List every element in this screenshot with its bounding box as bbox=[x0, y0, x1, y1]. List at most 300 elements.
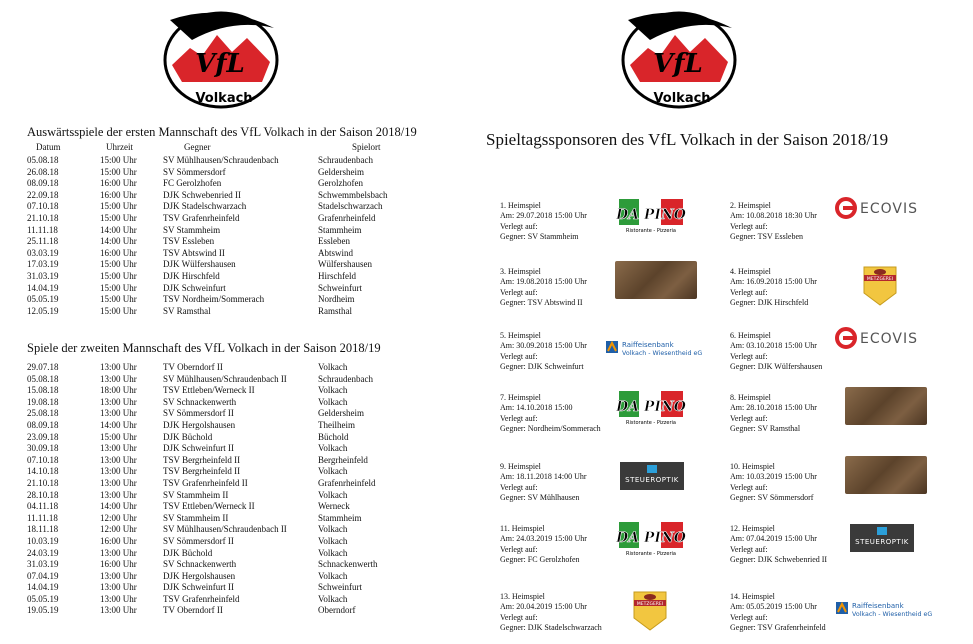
svg-text:ECOVIS: ECOVIS bbox=[860, 331, 918, 347]
table-row bbox=[27, 420, 428, 432]
sponsor-date: Am: 20.04.2019 15:00 Uhr bbox=[500, 602, 587, 612]
svg-text:Raiffeisenbank: Raiffeisenbank bbox=[852, 602, 904, 610]
game-opponent: DJK Büchold bbox=[163, 547, 213, 558]
away-title: Auswärtsspiele der ersten Mannschaft des VfL Volkach in der Saison 2018/19 bbox=[27, 125, 417, 139]
sponsor-date: Am: 10.08.2018 18:30 Uhr bbox=[730, 211, 817, 221]
table-row bbox=[27, 594, 428, 606]
game-time: 15:00 Uhr bbox=[100, 431, 137, 442]
sponsor-opponent: Gegner: TSV Essleben bbox=[730, 231, 804, 241]
sponsor-entry bbox=[730, 592, 826, 633]
game-time: 16:00 Uhr bbox=[100, 178, 137, 189]
game-opponent: SV Stammheim bbox=[163, 224, 221, 235]
game-venue: Volkach bbox=[318, 443, 348, 454]
table-row bbox=[27, 571, 428, 583]
sponsor-logo bbox=[605, 339, 715, 362]
table-row bbox=[27, 283, 428, 295]
sponsor-verlegt: Verlegt auf: bbox=[730, 612, 768, 622]
game-date: 07.04.19 bbox=[27, 570, 59, 581]
game-date: 25.08.18 bbox=[27, 408, 59, 419]
sponsor-verlegt: Verlegt auf: bbox=[730, 413, 768, 423]
sponsor-opponent: Gegner: SV Stammheim bbox=[500, 231, 579, 241]
game-venue: Hirschfeld bbox=[318, 270, 356, 281]
sponsor-logo bbox=[615, 518, 687, 563]
da-pino-logo bbox=[615, 387, 687, 427]
sponsor-verlegt: Verlegt auf: bbox=[500, 544, 538, 554]
sponsor-verlegt: Verlegt auf: bbox=[500, 413, 538, 423]
game-venue: Geldersheim bbox=[318, 408, 364, 419]
game-venue: Nordheim bbox=[318, 294, 355, 305]
sponsor-logo bbox=[845, 387, 927, 425]
game-time: 13:00 Uhr bbox=[100, 396, 137, 407]
sponsor-date: Am: 07.04.2019 15:00 Uhr bbox=[730, 534, 817, 544]
game-date: 14.04.19 bbox=[27, 582, 59, 593]
table-row bbox=[27, 259, 428, 271]
logo-text: VfL bbox=[195, 49, 245, 79]
game-date: 07.10.18 bbox=[27, 454, 59, 465]
sponsor-entry bbox=[500, 393, 601, 434]
game-time: 15:00 Uhr bbox=[100, 212, 137, 223]
sponsor-date: Am: 03.10.2018 15:00 Uhr bbox=[730, 341, 817, 351]
metzgerei-logo bbox=[860, 263, 900, 307]
sponsor-entry bbox=[500, 201, 587, 242]
sponsor-opponent: Gegner: DJK Wülfershausen bbox=[730, 361, 823, 371]
game-date: 07.10.18 bbox=[27, 201, 59, 212]
game-time: 14:00 Uhr bbox=[100, 224, 137, 235]
col-opponent: Gegner bbox=[184, 142, 211, 152]
table-row bbox=[27, 374, 428, 386]
table-row bbox=[27, 190, 428, 202]
game-date: 26.08.18 bbox=[27, 166, 59, 177]
game-time: 13:00 Uhr bbox=[100, 443, 137, 454]
game-opponent: DJK Wülfershausen bbox=[163, 259, 236, 270]
sponsor-heading: 8. Heimspiel bbox=[730, 393, 771, 402]
table-row bbox=[27, 201, 428, 213]
game-date: 08.09.18 bbox=[27, 419, 59, 430]
table-row bbox=[27, 155, 428, 167]
sponsor-verlegt: Verlegt auf: bbox=[500, 612, 538, 622]
game-opponent: DJK Schwebenried II bbox=[163, 189, 241, 200]
away-games-table bbox=[27, 155, 428, 317]
game-venue: Stadelschwarzach bbox=[318, 201, 383, 212]
logo-text-right: VfL bbox=[653, 49, 703, 79]
sponsor-entry bbox=[730, 393, 817, 434]
game-date: 18.11.18 bbox=[27, 524, 59, 535]
table-row bbox=[27, 513, 428, 525]
game-time: 13:00 Uhr bbox=[100, 454, 137, 465]
game-time: 13:00 Uhr bbox=[100, 593, 137, 604]
table-row bbox=[27, 582, 428, 594]
game-venue: Büchold bbox=[318, 431, 349, 442]
vfl-volkach-logo-right bbox=[620, 10, 738, 110]
sponsor-entry bbox=[500, 331, 587, 372]
sponsor-logo bbox=[620, 462, 684, 495]
sponsor-heading: 1. Heimspiel bbox=[500, 201, 541, 210]
sponsor-opponent: Gegner: TSV Abtswind II bbox=[500, 297, 583, 307]
sponsor-heading: 4. Heimspiel bbox=[730, 267, 771, 276]
sponsor-logo bbox=[860, 263, 900, 312]
sponsor-heading: 6. Heimspiel bbox=[730, 331, 771, 340]
game-opponent: TSV Essleben bbox=[163, 236, 215, 247]
game-time: 12:00 Uhr bbox=[100, 524, 137, 535]
game-date: 19.08.18 bbox=[27, 396, 59, 407]
ecovis-logo bbox=[835, 197, 935, 219]
wood-sign-logo bbox=[845, 387, 927, 425]
sponsor-opponent: Gegner: SV Sömmersdorf bbox=[730, 492, 814, 502]
game-date: 14.10.18 bbox=[27, 466, 59, 477]
game-venue: Volkach bbox=[318, 362, 348, 372]
game-opponent: TSV Nordheim/Sommerach bbox=[163, 294, 265, 305]
game-date: 11.11.18 bbox=[27, 512, 58, 523]
game-venue: Werneck bbox=[318, 501, 350, 512]
table-row bbox=[27, 490, 428, 502]
game-opponent: SV Mühlhausen/Schraudenbach II bbox=[163, 373, 287, 384]
game-venue: Volkach bbox=[318, 385, 348, 396]
game-date: 03.03.19 bbox=[27, 247, 59, 258]
game-time: 13:00 Uhr bbox=[100, 466, 137, 477]
metzgerei-logo bbox=[630, 588, 670, 632]
sponsor-logo bbox=[835, 327, 935, 354]
table-row bbox=[27, 178, 428, 190]
table-row bbox=[27, 294, 428, 306]
table-row bbox=[27, 536, 428, 548]
svg-text:STEUEROPTIK: STEUEROPTIK bbox=[855, 538, 909, 546]
sponsor-heading: 13. Heimspiel bbox=[500, 592, 545, 601]
svg-text:Ristorante - Pizzeria: Ristorante - Pizzeria bbox=[626, 420, 676, 426]
game-venue: Schweinfurt bbox=[318, 282, 362, 293]
table-row bbox=[27, 385, 428, 397]
game-time: 15:00 Uhr bbox=[100, 201, 137, 212]
sponsor-verlegt: Verlegt auf: bbox=[730, 482, 768, 492]
sponsor-logo bbox=[845, 456, 927, 494]
game-venue: Schwemmbelsbach bbox=[318, 189, 388, 200]
game-opponent: SV Stammheim II bbox=[163, 512, 229, 523]
game-date: 25.11.18 bbox=[27, 236, 59, 247]
game-opponent: SV Mühlhausen/Schraudenbach II bbox=[163, 524, 287, 535]
game-venue: Volkach bbox=[318, 547, 348, 558]
raiffeisen-logo bbox=[605, 339, 715, 357]
game-date: 14.04.19 bbox=[27, 282, 59, 293]
logo-club-right: Volkach bbox=[653, 91, 711, 106]
table-row bbox=[27, 478, 428, 490]
sponsor-date: Am: 10.03.2019 15:00 Uhr bbox=[730, 472, 817, 482]
sponsor-heading: 3. Heimspiel bbox=[500, 267, 541, 276]
sponsor-date: Am: 14.10.2018 15:00 bbox=[500, 403, 573, 413]
ecovis-logo bbox=[835, 327, 935, 349]
game-time: 16:00 Uhr bbox=[100, 247, 137, 258]
game-time: 15:00 Uhr bbox=[100, 270, 137, 281]
game-venue: Essleben bbox=[318, 236, 350, 247]
game-time: 15:00 Uhr bbox=[100, 282, 137, 293]
vfl-volkach-logo bbox=[162, 10, 280, 110]
table-row bbox=[27, 559, 428, 571]
sponsor-verlegt: Verlegt auf: bbox=[500, 482, 538, 492]
game-opponent: TSV Ettleben/Werneck II bbox=[163, 501, 255, 512]
sponsor-heading: 7. Heimspiel bbox=[500, 393, 541, 402]
game-venue: Gerolzhofen bbox=[318, 178, 363, 189]
sponsor-verlegt: Verlegt auf: bbox=[730, 221, 768, 231]
game-time: 15:00 Uhr bbox=[100, 305, 137, 316]
da-pino-logo bbox=[615, 518, 687, 558]
svg-text:Volkach - Wiesentheid eG: Volkach - Wiesentheid eG bbox=[852, 611, 933, 618]
svg-text:METZGEREI: METZGEREI bbox=[866, 277, 894, 282]
sponsor-verlegt: Verlegt auf: bbox=[500, 351, 538, 361]
game-opponent: TSV Bergrheinfeld II bbox=[163, 466, 241, 477]
sponsor-opponent: Gegner: DJK Hirschfeld bbox=[730, 297, 809, 307]
game-time: 16:00 Uhr bbox=[100, 535, 137, 546]
game-opponent: TSV Grafenrheinfeld bbox=[163, 212, 240, 223]
svg-text:STEUEROPTIK: STEUEROPTIK bbox=[625, 476, 679, 484]
game-date: 17.03.19 bbox=[27, 259, 59, 270]
game-opponent: TV Oberndorf II bbox=[163, 605, 223, 616]
sponsor-logo bbox=[850, 524, 914, 557]
table-row bbox=[27, 225, 428, 237]
game-opponent: DJK Schweinfurt II bbox=[163, 582, 234, 593]
game-date: 24.03.19 bbox=[27, 547, 59, 558]
logo-club: Volkach bbox=[195, 91, 253, 106]
game-opponent: TSV Ettleben/Werneck II bbox=[163, 385, 255, 396]
table-row bbox=[27, 408, 428, 420]
game-opponent: TSV Abtswind II bbox=[163, 247, 225, 258]
table-row bbox=[27, 466, 428, 478]
raiffeisen-logo bbox=[835, 600, 945, 618]
table-row bbox=[27, 432, 428, 444]
svg-text:Ristorante - Pizzeria: Ristorante - Pizzeria bbox=[626, 228, 676, 234]
game-time: 15:00 Uhr bbox=[100, 259, 137, 270]
game-date: 05.05.19 bbox=[27, 593, 59, 604]
sponsor-entry bbox=[500, 462, 587, 503]
svg-text:DA PINO: DA PINO bbox=[616, 399, 686, 415]
game-time: 14:00 Uhr bbox=[100, 236, 137, 247]
game-venue: Volkach bbox=[318, 535, 348, 546]
svg-text:Raiffeisenbank: Raiffeisenbank bbox=[622, 341, 674, 349]
game-date: 12.05.19 bbox=[27, 305, 59, 316]
game-time: 13:00 Uhr bbox=[100, 547, 137, 558]
game-venue: Volkach bbox=[318, 524, 348, 535]
game-time: 14:00 Uhr bbox=[100, 501, 137, 512]
sponsor-date: Am: 28.10.2018 15:00 Uhr bbox=[730, 403, 817, 413]
game-venue: Schweinfurt bbox=[318, 582, 362, 593]
game-venue: Volkach bbox=[318, 396, 348, 407]
table-row bbox=[27, 362, 428, 374]
svg-text:ECOVIS: ECOVIS bbox=[860, 201, 918, 217]
sponsor-opponent: Gegner: FC Gerolzhofen bbox=[500, 554, 580, 564]
game-opponent: SV Schnackenwerth bbox=[163, 396, 237, 407]
sponsor-heading: 2. Heimspiel bbox=[730, 201, 771, 210]
game-date: 10.03.19 bbox=[27, 535, 59, 546]
game-date: 31.03.19 bbox=[27, 559, 59, 570]
game-venue: Schnackenwerth bbox=[318, 559, 378, 570]
sponsor-logo bbox=[630, 588, 670, 637]
game-opponent: DJK Hirschfeld bbox=[163, 270, 220, 281]
game-opponent: DJK Schweinfurt II bbox=[163, 443, 234, 454]
game-opponent: SV Sömmersdorf bbox=[163, 166, 226, 177]
sponsor-opponent: Gegner: DJK Schwebenried II bbox=[730, 554, 828, 564]
table-row bbox=[27, 501, 428, 513]
sponsor-date: Am: 30.09.2018 15:00 Uhr bbox=[500, 341, 587, 351]
table-row bbox=[27, 306, 428, 318]
game-opponent: SV Sömmersdorf II bbox=[163, 408, 234, 419]
sponsor-logo bbox=[615, 195, 687, 240]
steueroptik-logo bbox=[850, 524, 914, 552]
game-time: 16:00 Uhr bbox=[100, 559, 137, 570]
sponsors-title: Spieltagssponsoren des VfL Volkach in der Saison 2018/19 bbox=[486, 130, 889, 149]
game-date: 05.08.18 bbox=[27, 155, 59, 165]
sponsor-heading: 9. Heimspiel bbox=[500, 462, 541, 471]
game-time: 13:00 Uhr bbox=[100, 489, 137, 500]
game-venue: Oberndorf bbox=[318, 605, 356, 616]
game-date: 05.05.19 bbox=[27, 294, 59, 305]
game-venue: Abtswind bbox=[318, 247, 354, 258]
game-time: 13:00 Uhr bbox=[100, 582, 137, 593]
table-row bbox=[27, 397, 428, 409]
sponsor-opponent: Gegner: DJK Stadelschwarzach bbox=[500, 622, 602, 632]
game-opponent: TSV Grafenrheinfeld II bbox=[163, 477, 248, 488]
sponsor-entry bbox=[730, 267, 817, 308]
sponsor-verlegt: Verlegt auf: bbox=[730, 351, 768, 361]
sponsor-opponent: Gegner: SV Mühlhausen bbox=[500, 492, 580, 502]
sponsor-entry bbox=[730, 201, 817, 242]
sponsor-date: Am: 05.05.2019 15:00 Uhr bbox=[730, 602, 817, 612]
wood-sign-logo bbox=[845, 456, 927, 494]
game-date: 30.09.18 bbox=[27, 443, 59, 454]
game-time: 15:00 Uhr bbox=[100, 155, 137, 165]
game-opponent: TSV Bergrheinfeld II bbox=[163, 454, 241, 465]
game-venue: Bergrheinfeld bbox=[318, 454, 368, 465]
sponsor-heading: 10. Heimspiel bbox=[730, 462, 775, 471]
game-date: 05.08.18 bbox=[27, 373, 59, 384]
game-date: 19.05.19 bbox=[27, 605, 59, 616]
game-opponent: TSV Grafenrheinfeld bbox=[163, 593, 240, 604]
sponsor-heading: 14. Heimspiel bbox=[730, 592, 775, 601]
game-venue: Volkach bbox=[318, 570, 348, 581]
sponsor-date: Am: 19.08.2018 15:00 Uhr bbox=[500, 277, 587, 287]
game-date: 28.10.18 bbox=[27, 489, 59, 500]
sponsor-entry bbox=[500, 592, 602, 633]
sponsor-opponent: Gegner: SV Ramsthal bbox=[730, 423, 801, 433]
game-venue: Ramsthal bbox=[318, 305, 352, 316]
game-opponent: DJK Schweinfurt bbox=[163, 282, 226, 293]
game-opponent: SV Schnackenwerth bbox=[163, 559, 237, 570]
game-opponent: DJK Hergolshausen bbox=[163, 570, 236, 581]
game-time: 13:00 Uhr bbox=[100, 362, 137, 372]
game-venue: Schraudenbach bbox=[318, 373, 373, 384]
game-date: 15.08.18 bbox=[27, 385, 59, 396]
table-row bbox=[27, 443, 428, 455]
sponsor-entry bbox=[730, 524, 827, 565]
sponsor-date: Am: 16.09.2018 15:00 Uhr bbox=[730, 277, 817, 287]
svg-text:Volkach - Wiesentheid eG: Volkach - Wiesentheid eG bbox=[622, 350, 703, 357]
svg-text:DA PINO: DA PINO bbox=[616, 530, 686, 546]
second-title: Spiele der zweiten Mannschaft des VfL Volkach in der Saison 2018/19 bbox=[27, 341, 381, 355]
sponsor-entry bbox=[730, 331, 822, 372]
table-row bbox=[27, 605, 428, 617]
game-date: 21.10.18 bbox=[27, 477, 59, 488]
game-opponent: FC Gerolzhofen bbox=[163, 178, 222, 189]
da-pino-logo bbox=[615, 195, 687, 235]
sponsor-verlegt: Verlegt auf: bbox=[730, 287, 768, 297]
game-venue: Volkach bbox=[318, 466, 348, 477]
svg-text:Ristorante - Pizzeria: Ristorante - Pizzeria bbox=[626, 551, 676, 557]
sponsor-opponent: Gegner: DJK Schweinfurt bbox=[500, 361, 584, 371]
game-venue: Grafenrheinfeld bbox=[318, 477, 376, 488]
sponsor-logo bbox=[835, 600, 945, 623]
game-time: 16:00 Uhr bbox=[100, 189, 137, 200]
game-venue: Grafenrheinfeld bbox=[318, 212, 376, 223]
table-row bbox=[27, 213, 428, 225]
game-time: 13:00 Uhr bbox=[100, 408, 137, 419]
sponsor-logo bbox=[615, 261, 697, 299]
game-time: 18:00 Uhr bbox=[100, 385, 137, 396]
sponsor-heading: 12. Heimspiel bbox=[730, 524, 775, 533]
game-opponent: SV Sömmersdorf II bbox=[163, 535, 234, 546]
svg-text:METZGEREI: METZGEREI bbox=[636, 602, 664, 607]
game-time: 15:00 Uhr bbox=[100, 166, 137, 177]
game-date: 23.09.18 bbox=[27, 431, 59, 442]
sponsor-opponent: Gegner: Nordheim/Sommerach bbox=[500, 423, 601, 433]
second-games-table bbox=[27, 362, 428, 617]
game-time: 13:00 Uhr bbox=[100, 373, 137, 384]
game-date: 21.10.18 bbox=[27, 212, 59, 223]
steueroptik-logo bbox=[620, 462, 684, 490]
sponsor-verlegt: Verlegt auf: bbox=[730, 544, 768, 554]
game-venue: Volkach bbox=[318, 593, 348, 604]
game-date: 29.07.18 bbox=[27, 362, 59, 372]
game-venue: Schraudenbach bbox=[318, 155, 373, 165]
game-date: 22.09.18 bbox=[27, 189, 59, 200]
sponsor-date: Am: 18.11.2018 14:00 Uhr bbox=[500, 472, 587, 482]
sponsor-entry bbox=[500, 267, 587, 308]
game-time: 14:00 Uhr bbox=[100, 419, 137, 430]
game-venue: Wülfershausen bbox=[318, 259, 372, 270]
game-date: 08.09.18 bbox=[27, 178, 59, 189]
sponsor-logo bbox=[835, 197, 935, 224]
sponsor-logo bbox=[615, 387, 687, 432]
sponsor-date: Am: 24.03.2019 15:00 Uhr bbox=[500, 534, 587, 544]
game-date: 04.11.18 bbox=[27, 501, 59, 512]
game-date: 31.03.19 bbox=[27, 270, 59, 281]
table-row bbox=[27, 524, 428, 536]
svg-text:DA PINO: DA PINO bbox=[616, 207, 686, 223]
game-opponent: SV Ramsthal bbox=[163, 305, 211, 316]
table-row bbox=[27, 455, 428, 467]
game-time: 12:00 Uhr bbox=[100, 512, 137, 523]
game-opponent: TV Oberndorf II bbox=[163, 362, 223, 372]
sponsor-entry bbox=[500, 524, 587, 565]
game-venue: Stammheim bbox=[318, 512, 362, 523]
table-row bbox=[27, 248, 428, 260]
table-row bbox=[27, 548, 428, 560]
game-venue: Theilheim bbox=[318, 419, 355, 430]
sponsor-heading: 11. Heimspiel bbox=[500, 524, 545, 533]
game-time: 13:00 Uhr bbox=[100, 477, 137, 488]
game-venue: Geldersheim bbox=[318, 166, 364, 177]
table-row bbox=[27, 271, 428, 283]
sponsor-verlegt: Verlegt auf: bbox=[500, 287, 538, 297]
game-time: 13:00 Uhr bbox=[100, 570, 137, 581]
sponsor-heading: 5. Heimspiel bbox=[500, 331, 541, 340]
game-opponent: SV Stammheim II bbox=[163, 489, 229, 500]
col-date: Datum bbox=[36, 142, 61, 152]
game-time: 15:00 Uhr bbox=[100, 294, 137, 305]
game-opponent: SV Mühlhausen/Schraudenbach bbox=[163, 155, 279, 165]
col-time: Uhrzeit bbox=[106, 142, 133, 152]
game-opponent: DJK Büchold bbox=[163, 431, 213, 442]
game-opponent: DJK Hergolshausen bbox=[163, 419, 236, 430]
table-row bbox=[27, 167, 428, 179]
game-date: 11.11.18 bbox=[27, 224, 58, 235]
game-opponent: DJK Stadelschwarzach bbox=[163, 201, 247, 212]
game-venue: Volkach bbox=[318, 489, 348, 500]
